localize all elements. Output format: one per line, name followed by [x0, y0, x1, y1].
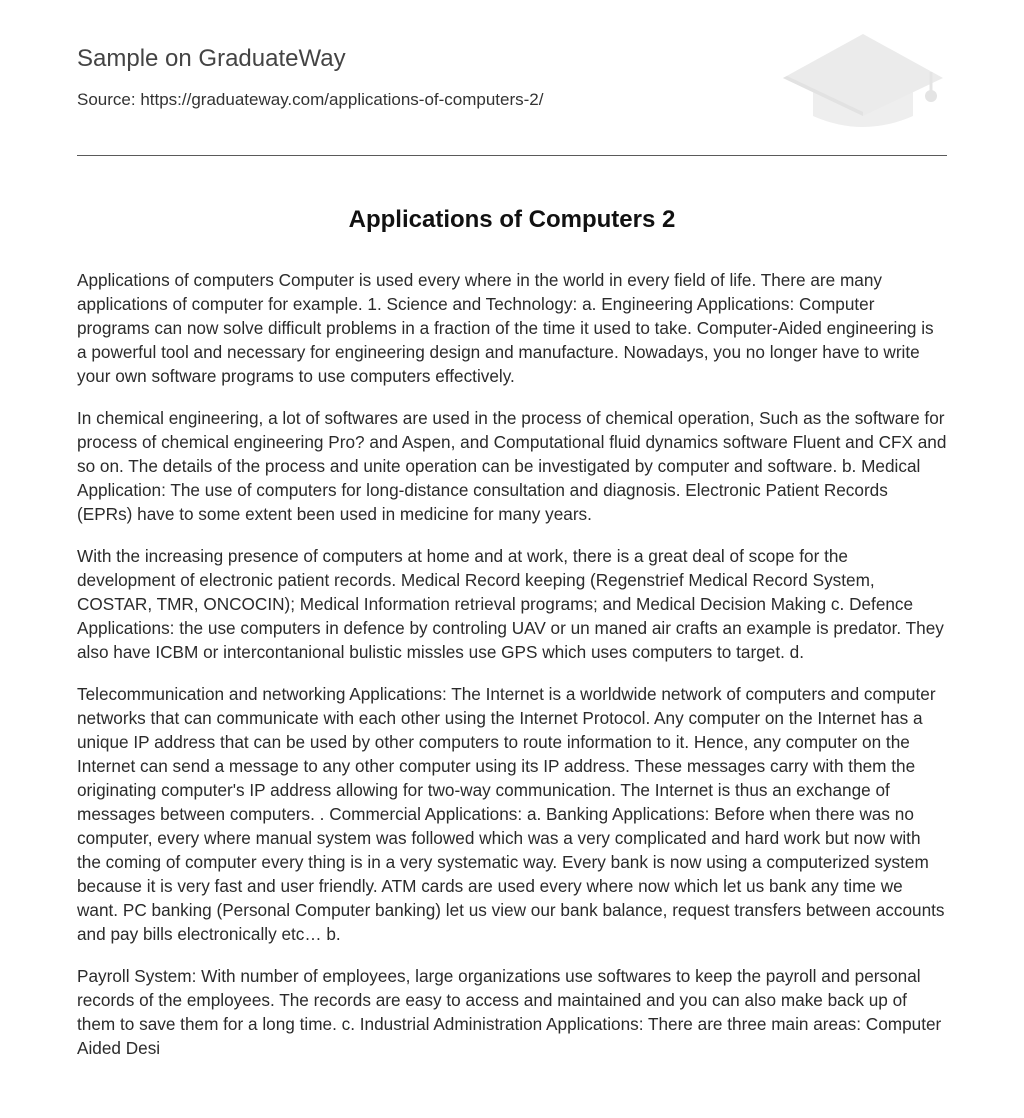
paragraph: With the increasing presence of computers at home and at work, there is a great deal of scope for the development of electronic patient records. Medical Record keeping (Regenstrief Medical Record System, COSTAR, TMR, ONCOCIN); Medical Information retrieval programs; and Medical Decision Making c. Defence Applications: the use computers in defence by controling UAV or un maned air crafts an example is predator. They also have ICBM or intercontanional bulistic missles use GPS which uses computers to target. d.: [77, 546, 944, 662]
paragraph: Applications of computers Computer is used every where in the world in every field of life. There are many applications of computer for example. 1. Science and Technology: a. Engineering Applications: Computer programs can now solve difficult problems in a fraction of the time it used to take. Computer-Aided engineering is a powerful tool and necessary for engineering design and manufacture. Nowadays, you no longer have to write your own software programs to use computers effectively.: [77, 270, 934, 386]
site-name: Sample on GraduateWay: [77, 45, 346, 72]
article-body: [77, 268, 947, 1078]
graduation-cap-icon: [781, 30, 947, 134]
paragraph: In chemical engineering, a lot of softwares are used in the process of chemical operation, Such as the software for process of chemical engineering Pro? and Aspen, and Computational fluid dynamics software Fluent and CFX and so on. The details of the process and unite operation can be investigated by computer and software. b. Medical Application: The use of computers for long-distance consultation and diagnosis. Electronic Patient Records (EPRs) have to some extent been used in medicine for many years.: [77, 408, 947, 524]
page-header: [77, 0, 947, 156]
source-label: Source:: [77, 90, 136, 109]
header-divider: [77, 155, 947, 156]
source-link[interactable]: https://graduateway.com/applications-of-computers-2/: [140, 90, 544, 109]
article-title: Applications of Computers 2: [348, 206, 676, 233]
source-line: [77, 89, 543, 111]
paragraph: Payroll System: With number of employees, large organizations use softwares to keep the payroll and personal records of the employees. The records are easy to access and maintained and you can also make back up of them to save them for a long time. c. Industrial Administration Applications: There are three main areas: Computer Aided Desi: [77, 966, 942, 1058]
paragraph: Telecommunication and networking Applications: The Internet is a worldwide network of computers and computer networks that can communicate with each other using the Internet Protocol. Any computer on the Internet has a unique IP address that can be used by other computers to route information to it. Hence, any computer on the Internet can send a message to any other computer using its IP address. These messages carry with them the originating computer's IP address allowing for two-way communication. The Internet is thus an exchange of messages between computers. . Commercial Applications: a. Banking Applications: Before when there was no computer, every where manual system was followed which was a very complicated and hard work but now with the coming of computer every thing is in a very systematic way. Every bank is now using a computerized system because it is very fast and user friendly. ATM cards are used every where now which let us bank any time we want. PC banking (Personal Computer banking) let us view our bank balance, request transfers between accounts and pay bills electronically etc… b.: [77, 684, 945, 944]
